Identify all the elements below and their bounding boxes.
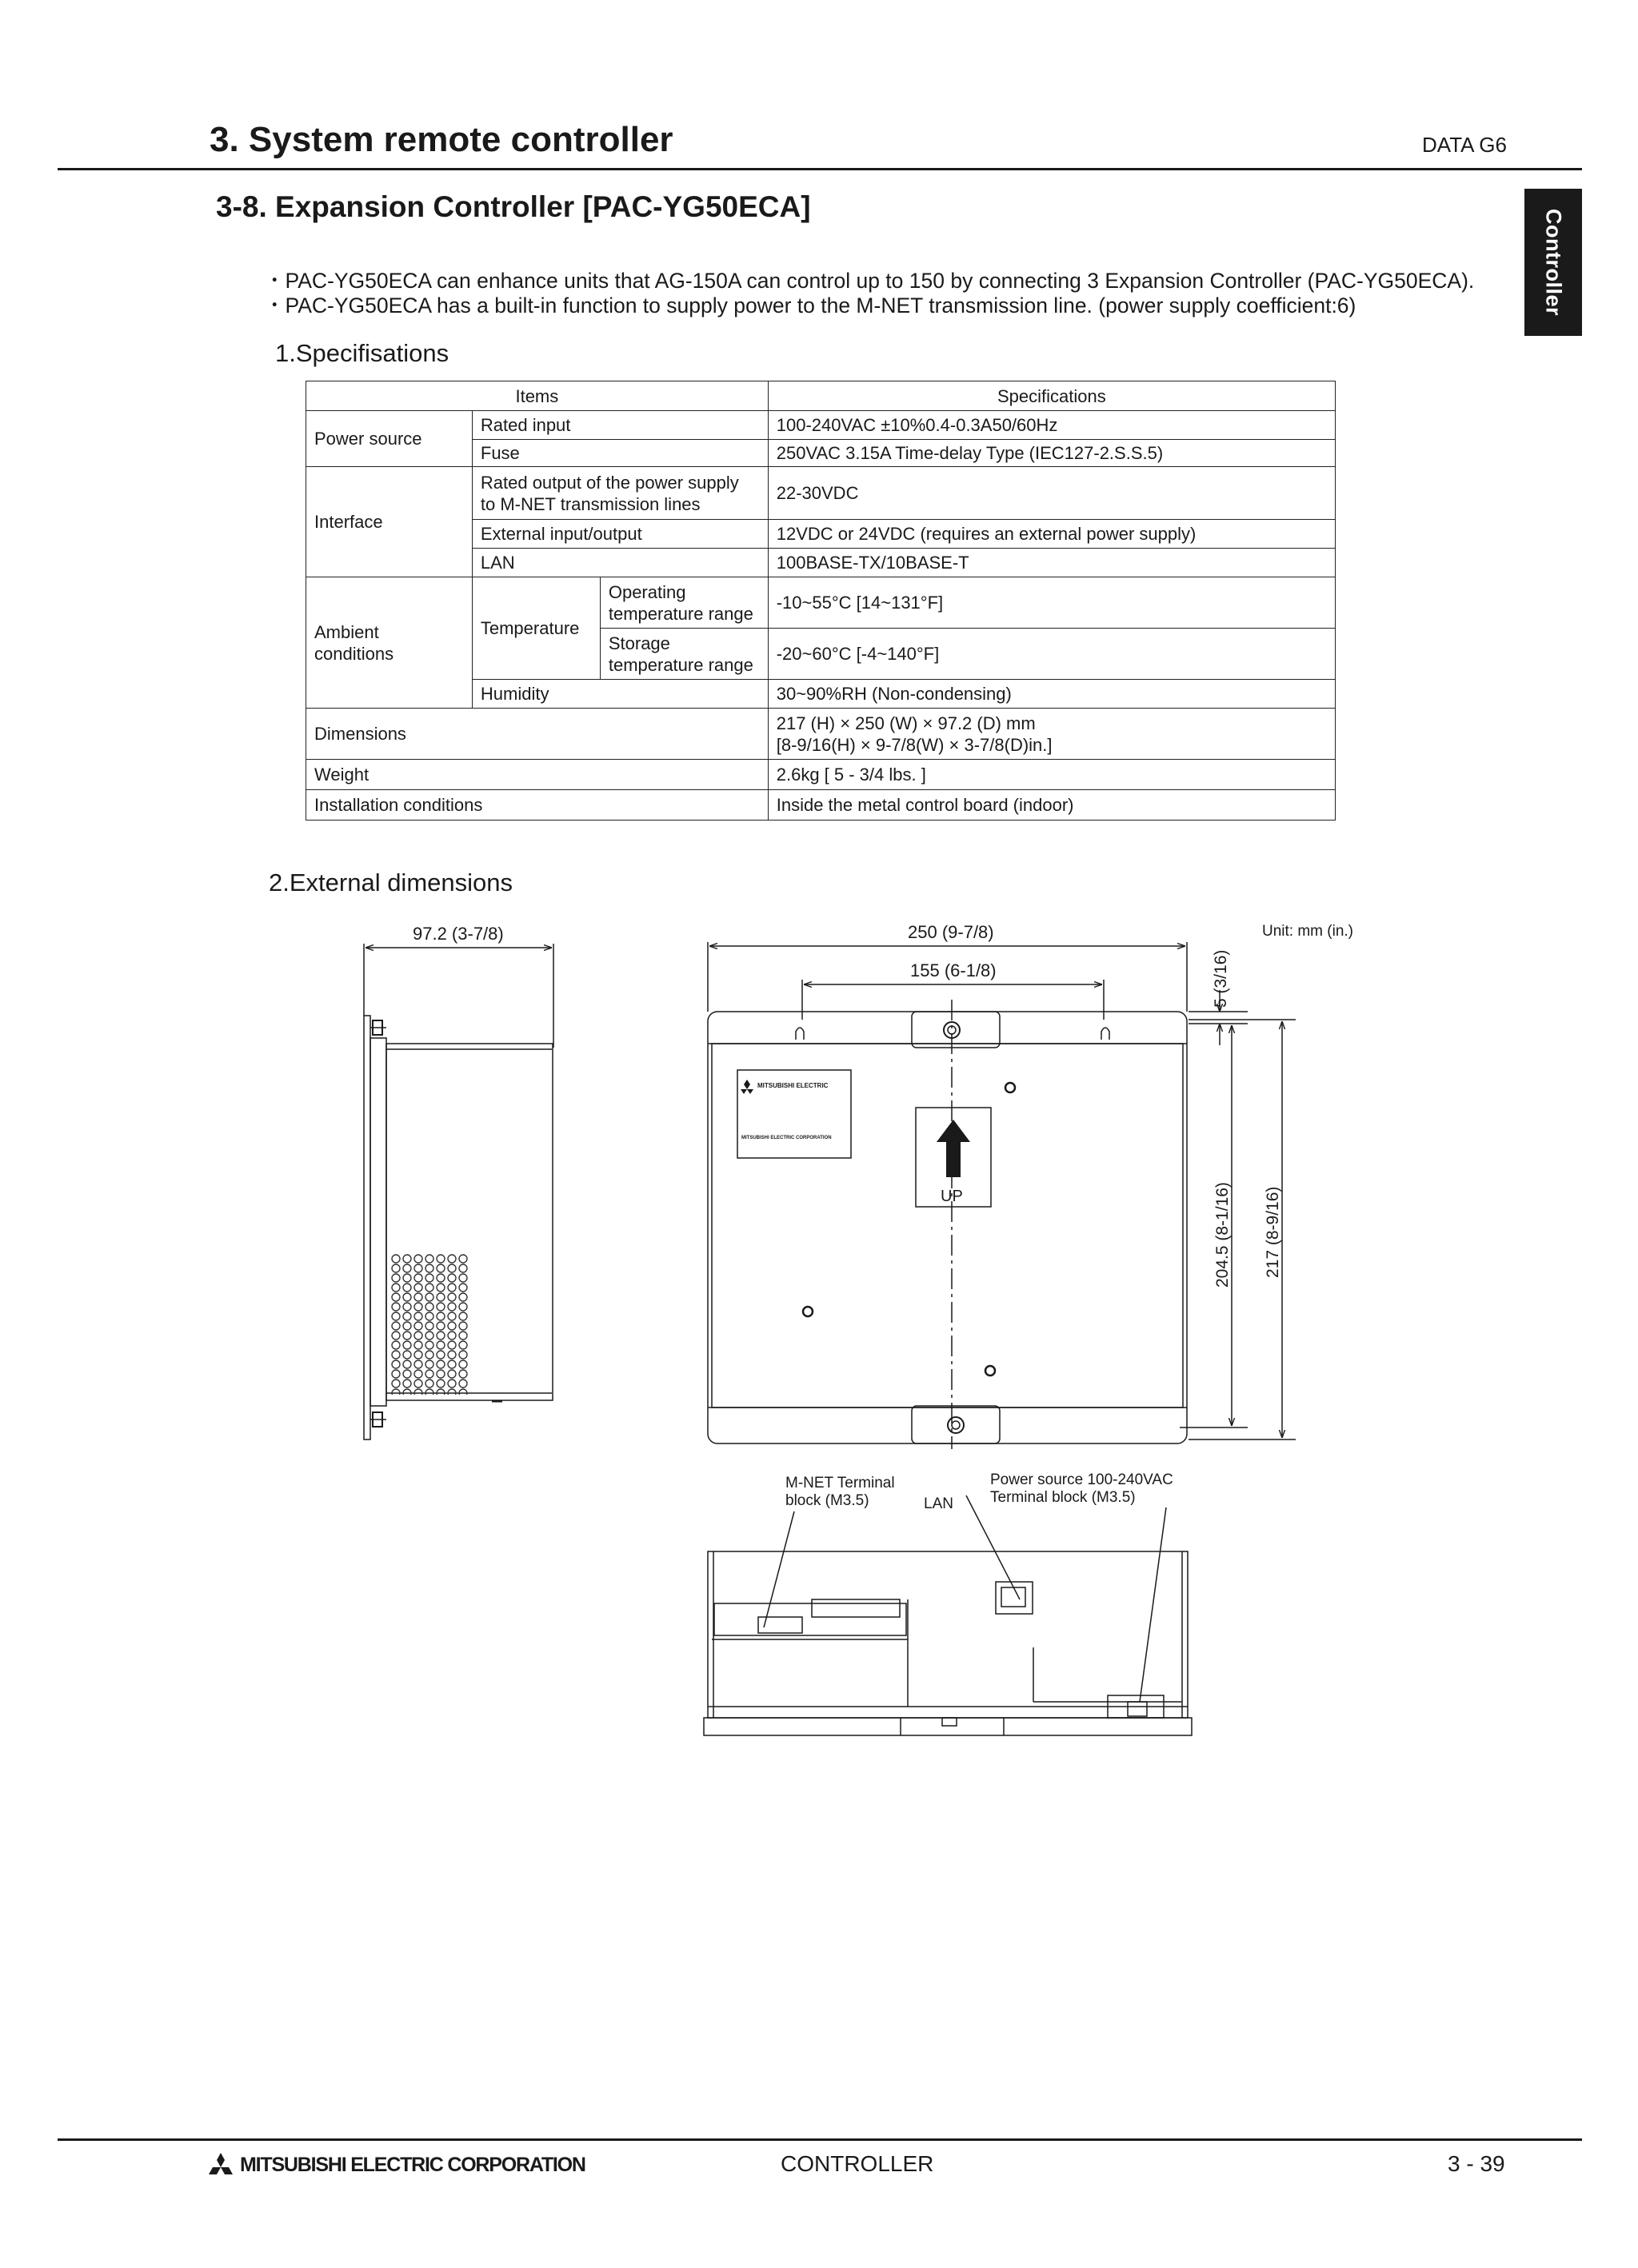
mitsubishi-logo-icon (206, 2153, 235, 2177)
row-installation: Installation conditions (306, 790, 769, 821)
row-rated-input: Rated input (472, 411, 768, 440)
value-external-io: 12VDC or 24VDC (requires an external power supply) (768, 520, 1335, 549)
row-dimensions: Dimensions (306, 709, 769, 760)
footer-brand-name: MITSUBISHI ELECTRIC CORPORATION (240, 2153, 585, 2176)
value-weight: 2.6kg [ 5 - 3/4 lbs. ] (768, 760, 1335, 790)
col-header-items: Items (306, 381, 769, 411)
external-dimensions-heading: 2.External dimensions (269, 868, 513, 896)
row-rated-output-line: to M-NET transmission lines (480, 493, 701, 514)
value-dimensions-line: 217 (H) × 250 (W) × 97.2 (D) mm (776, 713, 1036, 733)
front-view (708, 922, 1296, 1449)
label-mnet-1: M-NET Terminal (785, 1475, 895, 1491)
row-weight: Weight (306, 760, 769, 790)
row-external-io: External input/output (472, 520, 768, 549)
side-view (364, 924, 553, 1439)
row-storage-line: temperature range (608, 654, 753, 675)
intro-line: ・PAC-YG50ECA can enhance units that AG-150A can control up to 150 by connecting 3 Expansion Controller (PAC-YG50ECA). (264, 269, 1475, 293)
row-ambient-line: conditions (314, 643, 394, 664)
mitsubishi-logo-icon (741, 1080, 753, 1094)
row-lan: LAN (472, 549, 768, 577)
label-power-1: Power source 100-240VAC (990, 1471, 1173, 1488)
label-lan: LAN (924, 1495, 953, 1512)
dim-pitch: 204.5 (8-1/16) (1213, 1182, 1232, 1288)
plate-corp: MITSUBISHI ELECTRIC CORPORATION (741, 1136, 832, 1140)
label-mnet-2: block (M3.5) (785, 1492, 869, 1509)
row-operating-line: temperature range (608, 603, 753, 624)
dim-top: 5 (3/16) (1212, 949, 1230, 1008)
up-label: UP (941, 1188, 963, 1205)
value-fuse: 250VAC 3.15A Time-delay Type (IEC127-2.S.S.5) (768, 440, 1335, 467)
value-operating-range: -10~55°C [14~131°F] (768, 577, 1335, 629)
value-rated-input: 100-240VAC ±10%0.4-0.3A50/60Hz (768, 411, 1335, 440)
value-storage-range: -20~60°C [-4~140°F] (768, 629, 1335, 680)
row-power-source: Power source (306, 411, 473, 467)
label-power-2: Terminal block (M3.5) (990, 1489, 1136, 1506)
value-installation: Inside the metal control board (indoor) (768, 790, 1335, 821)
unit-label: Unit: mm (in.) (1262, 923, 1353, 940)
value-rated-output: 22-30VDC (768, 467, 1335, 520)
chapter-title: 3. System remote controller (210, 120, 673, 159)
row-humidity: Humidity (472, 680, 768, 709)
value-dimensions-line: [8-9/16(H) × 9-7/8(W) × 3-7/8(D)in.] (776, 734, 1053, 755)
row-operating-line: Operating (608, 581, 686, 602)
doc-code: DATA G6 (1422, 133, 1507, 157)
value-humidity: 30~90%RH (Non-condensing) (768, 680, 1335, 709)
spec-heading: 1.Specifisations (275, 339, 449, 367)
row-interface: Interface (306, 467, 473, 577)
col-header-specs: Specifications (768, 381, 1335, 411)
plate-logo: MITSUBISHI ELECTRIC (757, 1082, 829, 1089)
footer-rule (58, 2138, 1582, 2141)
row-ambient-line: Ambient (314, 621, 379, 642)
dim-mount: 155 (6-1/8) (910, 960, 997, 980)
side-tab-label: Controller (1541, 208, 1566, 316)
row-fuse: Fuse (472, 440, 768, 467)
bottom-view (704, 1471, 1192, 1742)
footer-brand (206, 2153, 585, 2177)
up-arrow-icon (937, 1120, 970, 1177)
footer-section: CONTROLLER (781, 2151, 934, 2176)
page-number: 3 - 39 (1448, 2151, 1505, 2176)
intro-line: ・PAC-YG50ECA has a built-in function to supply power to the M-NET transmission line. (power supply coefficient:6) (264, 293, 1356, 317)
value-lan: 100BASE-TX/10BASE-T (768, 549, 1335, 577)
dim-width: 250 (9-7/8) (908, 922, 994, 942)
row-storage-line: Storage (608, 633, 670, 653)
dim-height: 217 (8-9/16) (1264, 1186, 1282, 1278)
section-title: 3-8. Expansion Controller [PAC-YG50ECA] (216, 190, 811, 223)
row-temperature: Temperature (472, 577, 600, 680)
row-rated-output-line: Rated output of the power supply (480, 472, 739, 493)
dim-depth: 97.2 (3-7/8) (413, 924, 504, 944)
